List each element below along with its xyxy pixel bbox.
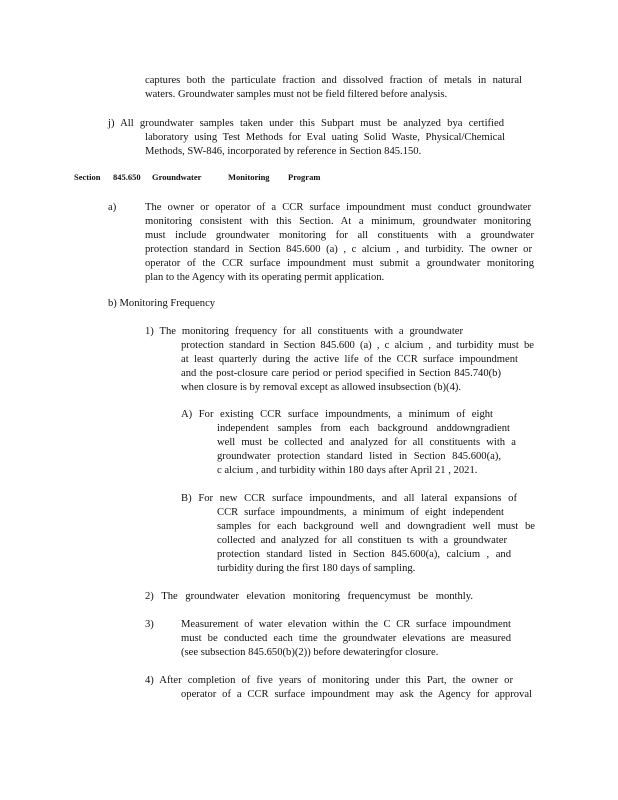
item-b-line-5: protection standard listed in Section 845.600(a), calcium , and <box>217 549 511 560</box>
item-a-line-2: independent samples from each background anddowngradient <box>217 423 510 434</box>
item-1-line-2: protection standard in Section 845.600 (a) , c alcium , and turbidity must be <box>181 340 534 351</box>
item-a-line-3: well must be collected and analyzed for all constituents with a <box>217 437 516 448</box>
para-a-line-3: must include groundwater monitoring for all constituents with a groundwater <box>145 230 534 241</box>
item-b-line-6: turbidity during the first 180 days of sampling. <box>217 563 416 574</box>
item-1-line-4: and the post-closure care period or period specified in Section 845.740(b) <box>181 368 501 379</box>
item-1-line-1: 1) The monitoring frequency for all constituents with a groundwater <box>145 326 463 337</box>
item-b-line-1: B) For new CCR surface impoundments, and all lateral expansions of <box>181 493 517 504</box>
item-1-line-3: at least quarterly during the active life of the CCR surface impoundment <box>181 354 518 365</box>
item-3-line-1: Measurement of water elevation within the C CR surface impoundment <box>181 619 511 630</box>
item-4-line-1: 4) After completion of five years of monitoring under this Part, the owner or <box>145 675 513 686</box>
item-b-line-3: samples for each background well and downgradient well must be <box>217 521 535 532</box>
section-label: Section <box>74 172 101 182</box>
para-b-heading: b) Monitoring Frequency <box>108 298 216 309</box>
para-j-line-3: Methods, SW-846, incorporated by reference in Section 845.150. <box>145 146 422 157</box>
item-2-line: 2) The groundwater elevation monitoring frequencymust be monthly. <box>145 591 473 602</box>
para-a-line-4: protection standard in Section 845.600 (a) , c alcium , and turbidity. The owner or <box>145 244 532 255</box>
item-a-line-1: A) For existing CCR surface impoundments, a minimum of eight <box>181 409 493 420</box>
item-3-line-3: (see subsection 845.650(b)(2)) before dewateringfor closure. <box>181 647 439 658</box>
para-cont-line-2: waters. Groundwater samples must not be field filtered before analysis. <box>145 89 448 100</box>
item-1-line-5: when closure is by removal except as allowed insubsection (b)(4). <box>181 382 462 393</box>
para-a-line-5: operator of the CCR surface impoundment must submit a groundwater monitoring <box>145 258 534 269</box>
para-j-line-2: laboratory using Test Methods for Eval uating Solid Waste, Physical/Chemical <box>145 132 505 143</box>
section-number: 845.650 <box>113 172 141 182</box>
item-3-marker: 3) <box>145 619 154 630</box>
item-a-line-5: c alcium , and turbidity within 180 days after April 21 , 2021. <box>217 465 478 476</box>
item-b-line-2: CCR surface impoundments, a minimum of eight independent <box>217 507 504 518</box>
para-j-line-1: j) All groundwater samples taken under this Subpart must be analyzed bya certified <box>108 118 504 129</box>
item-b-line-4: collected and analyzed for all constituen ts with a groundwater <box>217 535 507 546</box>
para-a-line-2: monitoring consistent with this Section. At a minimum, groundwater monitoring <box>145 216 531 227</box>
item-a-line-4: groundwater protection standard listed in Section 845.600(a), <box>217 451 501 462</box>
item-3-line-2: must be conducted each time the groundwater elevations are measured <box>181 633 511 644</box>
section-title-word-1: Groundwater <box>152 172 202 182</box>
item-4-line-2: operator of a CCR surface impoundment may ask the Agency for approval <box>181 689 532 700</box>
section-title-word-2: Monitoring <box>228 172 270 182</box>
para-a-line-1: The owner or operator of a CCR surface impoundment must conduct groundwater <box>145 202 531 213</box>
para-cont-line-1: captures both the particulate fraction and dissolved fraction of metals in natural <box>145 75 522 86</box>
para-a-line-6: plan to the Agency with its operating permit application. <box>145 272 385 283</box>
para-a-marker: a) <box>108 202 117 213</box>
section-title-word-3: Program <box>288 172 321 182</box>
